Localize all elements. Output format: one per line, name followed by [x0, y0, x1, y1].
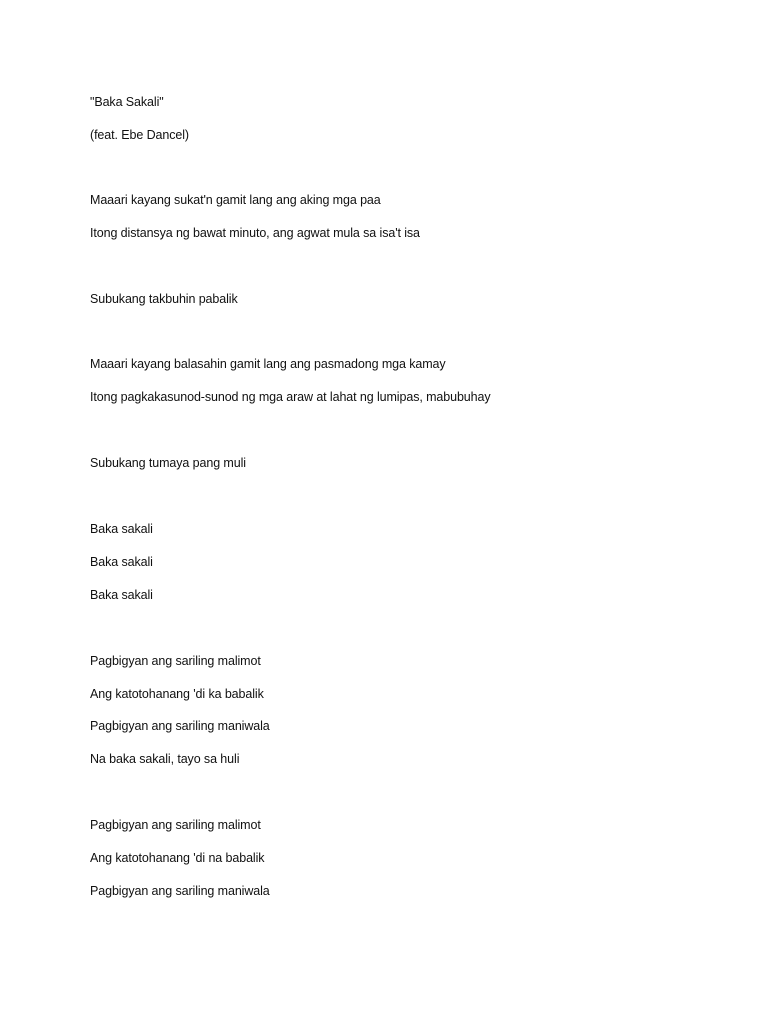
lyric-line: Baka sakali [90, 555, 153, 569]
lyric-line: Pagbigyan ang sariling malimot [90, 818, 261, 832]
lyric-line: Maaari kayang sukat'n gamit lang ang aking mga paa [90, 193, 381, 207]
lyric-line: Pagbigyan ang sariling maniwala [90, 884, 270, 898]
song-title: "Baka Sakali" [90, 95, 164, 109]
lyric-line: Na baka sakali, tayo sa huli [90, 752, 240, 766]
lyric-line: Itong distansya ng bawat minuto, ang agwat mula sa isa't isa [90, 226, 420, 240]
lyric-line: Maaari kayang balasahin gamit lang ang pasmadong mga kamay [90, 357, 446, 371]
lyric-line: Subukang tumaya pang muli [90, 456, 246, 470]
lyric-line: Baka sakali [90, 588, 153, 602]
song-subtitle: (feat. Ebe Dancel) [90, 128, 189, 142]
lyric-line: Itong pagkakasunod-sunod ng mga araw at lahat ng lumipas, mabubuhay [90, 390, 491, 404]
lyric-line: Pagbigyan ang sariling maniwala [90, 719, 270, 733]
lyric-line: Ang katotohanang 'di ka babalik [90, 687, 264, 701]
lyric-line: Subukang takbuhin pabalik [90, 292, 238, 306]
lyric-line: Pagbigyan ang sariling malimot [90, 654, 261, 668]
lyric-line: Ang katotohanang 'di na babalik [90, 851, 265, 865]
lyric-line: Baka sakali [90, 522, 153, 536]
